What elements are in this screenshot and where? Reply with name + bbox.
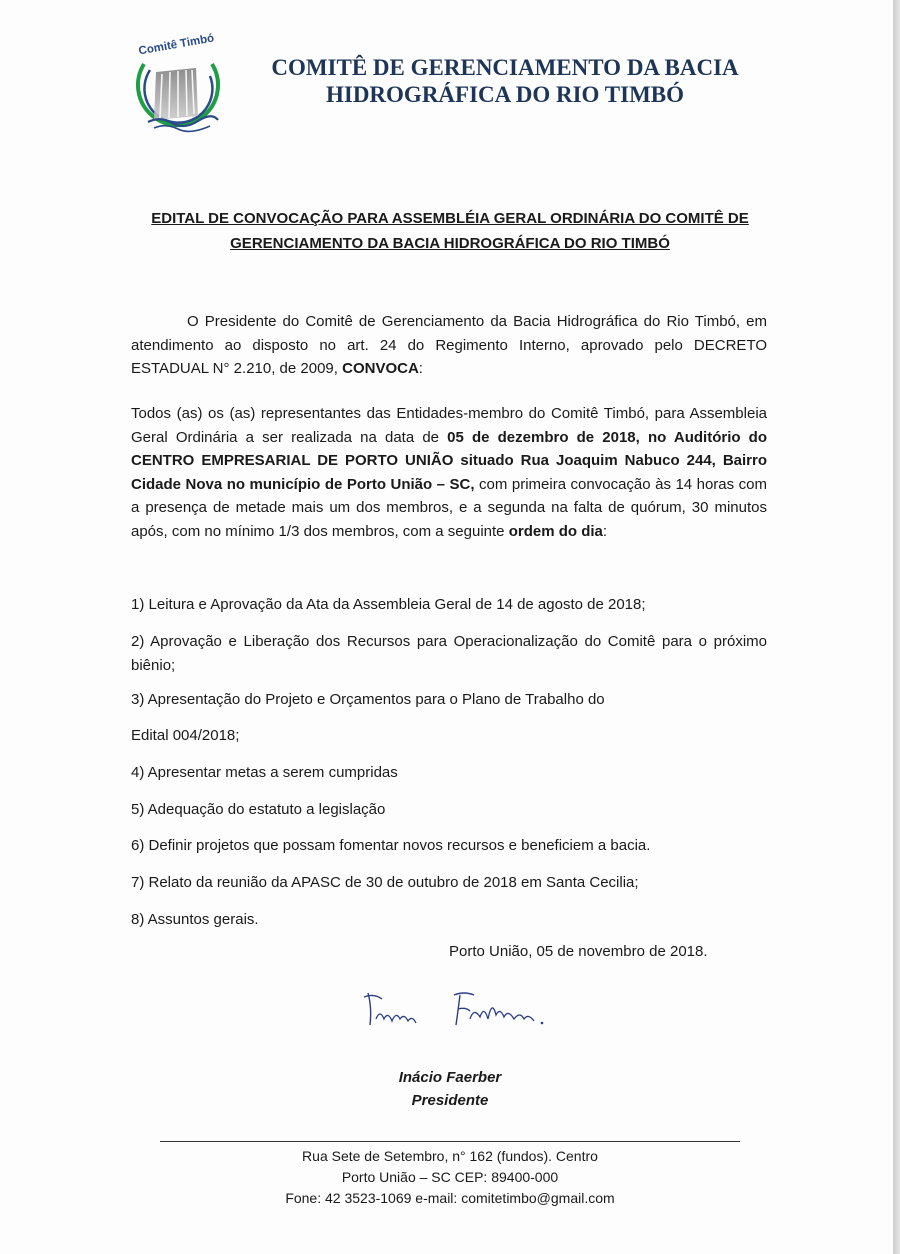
convocation-bold-1: 05 de dezembro de 2018, no Auditório do CENTRO EMPRESARIAL DE PORTO UNIÃO situado Rua Joaquim Nabuco 244, Bairro Cidade Nova no município de Porto União – SC,: [131, 428, 767, 493]
signer-role: Presidente: [411, 1092, 489, 1109]
place-and-date: Porto União, 05 de novembro de 2018.: [449, 943, 708, 960]
intro-convoca: CONVOCA: [342, 360, 419, 377]
agenda-item: 6) Definir projetos que possam fomentar novos recursos e beneficiem a bacia.: [131, 837, 651, 854]
convocation-text-1: Todos (as) os (as) representantes das Entidades-membro do Comitê Timbó, para Assembleia Geral Ordinária a ser realizada na data de: [131, 405, 767, 446]
agenda-item: 8) Assuntos gerais.: [131, 911, 259, 928]
comite-timbo-logo: [126, 24, 226, 144]
edital-title-line1: EDITAL DE CONVOCAÇÃO PARA ASSEMBLÉIA GERAL ORDINÁRIA DO COMITÊ DE: [151, 210, 749, 227]
signer-name: Inácio Faerber: [398, 1069, 502, 1086]
footer-address: Rua Sete de Setembro, n° 162 (fundos). Centro: [302, 1148, 598, 1164]
handwritten-signature: [362, 985, 552, 1037]
logo-text: Comitê Timbó: [137, 32, 216, 58]
page-edge: [893, 0, 900, 1254]
convocation-paragraph: [131, 402, 767, 543]
agenda-item: 4) Apresentar metas a serem cumpridas: [131, 764, 398, 781]
convocation-bold-2: ordem do dia: [508, 522, 603, 540]
footer: [200, 1146, 700, 1209]
agenda-item: 7) Relato da reunião da APASC de 30 de outubro de 2018 em Santa Cecilia;: [131, 874, 639, 891]
intro-text: O Presidente do Comitê de Gerenciamento da Bacia Hidrográfica do Rio Timbó, em atendimento ao disposto no art. 24 do Regimento Interno, aprovado pelo DECRETO ESTADUAL N° 2.210, de 2009,: [131, 313, 767, 377]
footer-contact: Fone: 42 3523-1069 e-mail: comitetimbo@gmail.com: [285, 1190, 615, 1206]
agenda-item: Edital 004/2018;: [131, 727, 240, 744]
organization-title-line2: HIDROGRÁFICA DO RIO TIMBÓ: [325, 82, 685, 107]
agenda-item: 2) Aprovação e Liberação dos Recursos para Operacionalização do Comitê para o próximo biênio;: [131, 633, 767, 674]
edital-title: [130, 206, 770, 256]
agenda-item: 5) Adequação do estatuto a legislação: [131, 801, 386, 818]
convocation-text-2: com primeira convocação às 14 horas com a presença de metade mais um dos membros, e a segunda na falta de quórum, 30 minutos após, com no mínimo 1/3 dos membros, com a seguinte: [131, 475, 767, 540]
signer-block: [330, 1066, 570, 1112]
organization-title: [240, 54, 770, 108]
footer-city: Porto União – SC CEP: 89400-000: [341, 1169, 559, 1185]
intro-paragraph: [131, 310, 767, 381]
footer-divider: [160, 1141, 740, 1142]
intro-end: :: [418, 360, 423, 377]
organization-title-line1: COMITÊ DE GERENCIAMENTO DA BACIA: [271, 55, 739, 80]
edital-title-line2: GERENCIAMENTO DA BACIA HIDROGRÁFICA DO RIO TIMBÓ: [230, 235, 670, 252]
agenda-item: 1) Leitura e Aprovação da Ata da Assembleia Geral de 14 de agosto de 2018;: [131, 596, 646, 613]
convocation-text-3: :: [602, 522, 608, 540]
agenda-item: 3) Apresentação do Projeto e Orçamentos para o Plano de Trabalho do: [131, 691, 605, 708]
